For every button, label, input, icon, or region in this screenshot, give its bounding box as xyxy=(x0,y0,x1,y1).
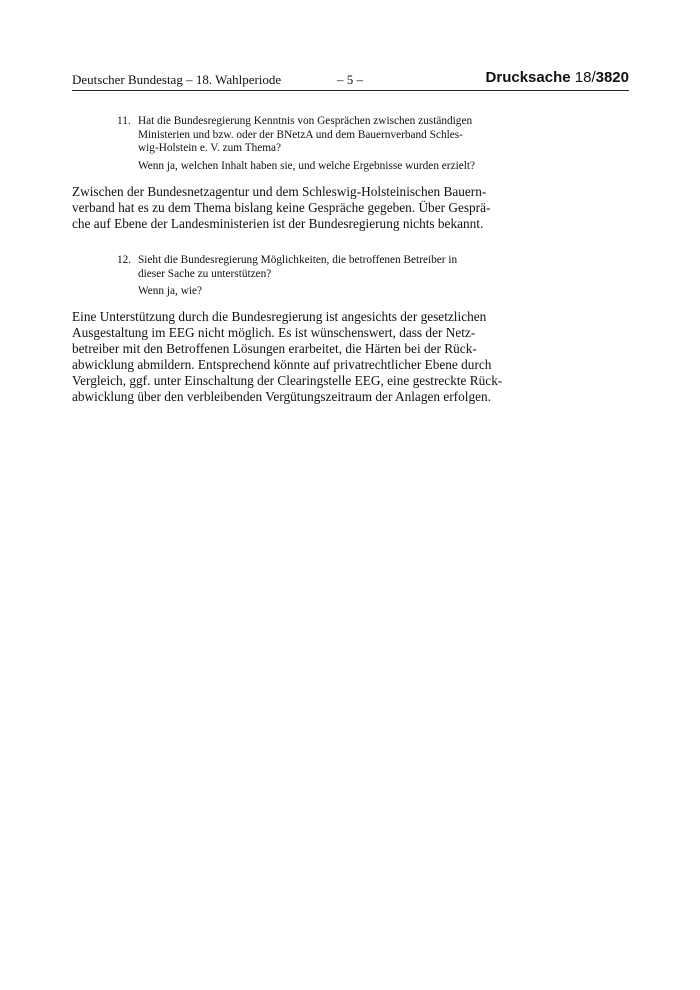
question-line: Sieht die Bundesregierung Möglichkeiten, die betroffenen Betreiber in xyxy=(138,254,458,266)
question-number: 12. xyxy=(117,254,132,266)
answer-line: che auf Ebene der Landesministerien ist der Bundesregierung nichts bekannt. xyxy=(72,216,484,232)
page-number: – 5 – xyxy=(337,72,363,87)
answer-11 xyxy=(72,184,491,232)
answer-line: abwicklung abmildern. Entsprechend könnte auf privatrechtlicher Ebene durch xyxy=(72,357,492,373)
question-text xyxy=(138,254,471,281)
question-followup: Wenn ja, wie? xyxy=(138,285,203,298)
answer-line: abwicklung über den verbleibenden Vergütungszeitraum der Anlagen erfolgen. xyxy=(72,389,491,405)
question-number: 11. xyxy=(117,115,131,127)
question-line: Ministerien und bzw. oder der BNetzA und dem Bauernverband Schles- xyxy=(138,128,463,141)
question-line: dieser Sache zu unterstützen? xyxy=(138,267,272,280)
question-line: wig-Holstein e. V. zum Thema? xyxy=(138,142,282,155)
answer-line: Zwischen der Bundesnetzagentur und dem Schleswig-Holsteinischen Bauern- xyxy=(72,184,487,199)
answer-line: Eine Unterstützung durch die Bundesregierung ist angesichts der gesetzlichen xyxy=(72,309,487,324)
page-header xyxy=(72,68,629,91)
answer-line: Ausgestaltung im EEG nicht möglich. Es ist wünschenswert, dass der Netz- xyxy=(72,325,476,341)
document-number-main: 3820 xyxy=(595,69,629,86)
question-12 xyxy=(117,254,471,299)
question-followup: Wenn ja, welchen Inhalt haben sie, und welche Ergebnisse wurden erzielt? xyxy=(138,160,476,173)
parliament-period: Deutscher Bundestag – 18. Wahlperiode xyxy=(72,72,282,87)
question-line: Hat die Bundesregierung Kenntnis von Gesprächen zwischen zuständigen xyxy=(138,115,473,127)
document-label: Drucksache xyxy=(485,69,571,86)
question-11 xyxy=(117,115,476,174)
answer-line: Vergleich, ggf. unter Einschaltung der Clearingstelle EEG, eine gestreckte Rück- xyxy=(72,373,503,389)
answer-12 xyxy=(72,309,503,406)
document-number xyxy=(486,69,629,86)
answer-line: betreiber mit den Betroffenen Lösungen erarbeitet, die Härten bei der Rück- xyxy=(72,341,477,357)
answer-line: verband hat es zu dem Thema bislang keine Gespräche gegeben. Über Gesprä- xyxy=(72,200,491,216)
document-number-prefix: 18/ xyxy=(574,69,596,86)
question-text xyxy=(138,115,471,156)
